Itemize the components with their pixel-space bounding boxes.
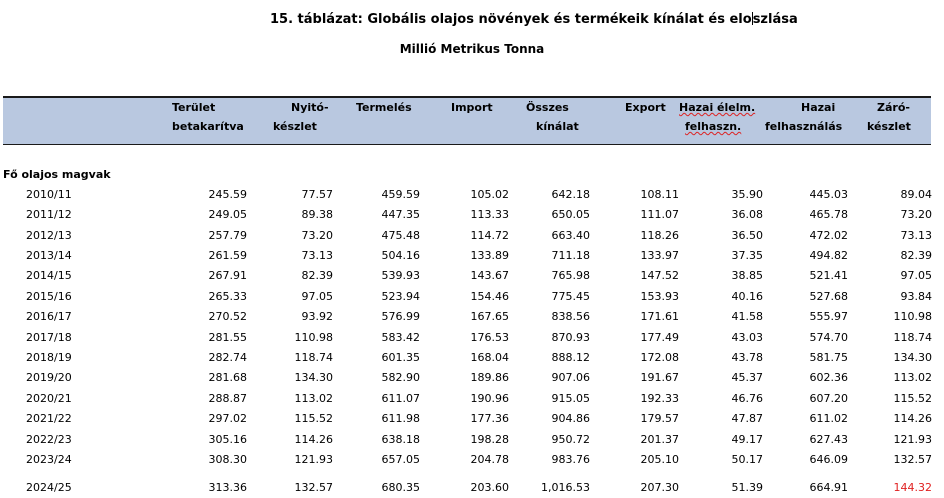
value-cell: 144.32: [893, 481, 932, 494]
value-cell: 494.82: [809, 249, 848, 262]
year-cell: 2020/21: [26, 392, 72, 405]
table-row: [0, 409, 944, 429]
value-cell: 950.72: [551, 433, 590, 446]
value-cell: 114.72: [470, 229, 509, 242]
table-row: [0, 246, 944, 266]
value-cell: 657.05: [381, 453, 420, 466]
table-row: [0, 430, 944, 450]
value-cell: 134.30: [893, 351, 932, 364]
value-cell: 249.05: [208, 208, 247, 221]
table-row: [0, 389, 944, 409]
value-cell: 41.58: [731, 310, 763, 323]
value-cell: 73.20: [301, 229, 333, 242]
value-cell: 576.99: [381, 310, 420, 323]
value-cell: 132.57: [294, 481, 333, 494]
value-cell: 475.48: [381, 229, 420, 242]
year-cell: 2019/20: [26, 371, 72, 384]
value-cell: 245.59: [208, 188, 247, 201]
table-row: [0, 226, 944, 246]
value-cell: 133.89: [470, 249, 509, 262]
value-cell: 77.57: [301, 188, 333, 201]
value-cell: 108.11: [640, 188, 679, 201]
value-cell: 204.78: [470, 453, 509, 466]
value-cell: 915.05: [551, 392, 590, 405]
year-cell: 2023/24: [26, 453, 72, 466]
value-cell: 527.68: [809, 290, 848, 303]
year-cell: 2010/11: [26, 188, 72, 201]
table-title: 15. táblázat: Globális olajos növények és termékeik kínálat és eloszlása: [270, 12, 798, 27]
value-cell: 447.35: [381, 208, 420, 221]
value-cell: 82.39: [900, 249, 932, 262]
value-cell: 765.98: [551, 269, 590, 282]
header-termeles: Termelés: [356, 101, 412, 114]
value-cell: 133.97: [640, 249, 679, 262]
value-cell: 50.17: [731, 453, 763, 466]
value-cell: 297.02: [208, 412, 247, 425]
value-cell: 627.43: [809, 433, 848, 446]
table-row: [0, 287, 944, 307]
value-cell: 121.93: [893, 433, 932, 446]
value-cell: 177.49: [640, 331, 679, 344]
value-cell: 539.93: [381, 269, 420, 282]
table-row: [0, 348, 944, 368]
value-cell: 261.59: [208, 249, 247, 262]
table-header: [3, 96, 931, 145]
value-cell: 35.90: [731, 188, 763, 201]
value-cell: 47.87: [731, 412, 763, 425]
value-cell: 445.03: [809, 188, 848, 201]
value-cell: 93.92: [301, 310, 333, 323]
value-cell: 177.36: [470, 412, 509, 425]
value-cell: 646.09: [809, 453, 848, 466]
value-cell: 305.16: [208, 433, 247, 446]
value-cell: 459.59: [381, 188, 420, 201]
value-cell: 888.12: [551, 351, 590, 364]
value-cell: 40.16: [731, 290, 763, 303]
value-cell: 113.02: [893, 371, 932, 384]
year-cell: 2013/14: [26, 249, 72, 262]
value-cell: 118.74: [893, 331, 932, 344]
year-cell: 2015/16: [26, 290, 72, 303]
table-row: [0, 185, 944, 205]
table-row: [0, 368, 944, 388]
value-cell: 288.87: [208, 392, 247, 405]
value-cell: 267.91: [208, 269, 247, 282]
value-cell: 190.96: [470, 392, 509, 405]
value-cell: 904.86: [551, 412, 590, 425]
header-hazai-elelm: Hazai élelm. felhaszn.: [679, 101, 756, 133]
value-cell: 114.26: [893, 412, 932, 425]
table-row: [0, 266, 944, 286]
table-row: [0, 307, 944, 327]
value-cell: 38.85: [731, 269, 763, 282]
value-cell: 37.35: [731, 249, 763, 262]
value-cell: 607.20: [809, 392, 848, 405]
header-hazai: Hazai felhasználás: [765, 101, 843, 133]
value-cell: 51.39: [731, 481, 763, 494]
value-cell: 111.07: [640, 208, 679, 221]
value-cell: 650.05: [551, 208, 590, 221]
year-cell: 2024/25: [26, 481, 72, 494]
value-cell: 105.02: [470, 188, 509, 201]
header-terulet: Terület betakarítva: [172, 101, 244, 133]
value-cell: 46.76: [731, 392, 763, 405]
value-cell: 113.02: [294, 392, 333, 405]
value-cell: 97.05: [301, 290, 333, 303]
value-cell: 115.52: [893, 392, 932, 405]
value-cell: 611.07: [381, 392, 420, 405]
year-cell: 2021/22: [26, 412, 72, 425]
value-cell: 574.70: [809, 331, 848, 344]
value-cell: 472.02: [809, 229, 848, 242]
year-cell: 2014/15: [26, 269, 72, 282]
value-cell: 143.67: [470, 269, 509, 282]
value-cell: 134.30: [294, 371, 333, 384]
year-cell: 2017/18: [26, 331, 72, 344]
value-cell: 201.37: [640, 433, 679, 446]
value-cell: 172.08: [640, 351, 679, 364]
year-cell: 2018/19: [26, 351, 72, 364]
header-osszes: Összes kínálat: [526, 101, 579, 133]
value-cell: 907.06: [551, 371, 590, 384]
year-cell: 2011/12: [26, 208, 72, 221]
value-cell: 601.35: [381, 351, 420, 364]
value-cell: 504.16: [381, 249, 420, 262]
table-row: [0, 205, 944, 225]
value-cell: 680.35: [381, 481, 420, 494]
value-cell: 203.60: [470, 481, 509, 494]
value-cell: 118.26: [640, 229, 679, 242]
value-cell: 114.26: [294, 433, 333, 446]
year-cell: 2012/13: [26, 229, 72, 242]
value-cell: 147.52: [640, 269, 679, 282]
value-cell: 638.18: [381, 433, 420, 446]
table-row: [0, 450, 944, 470]
header-nyito: Nyitó- készlet: [273, 101, 329, 133]
value-cell: 663.40: [551, 229, 590, 242]
header-export: Export: [625, 101, 666, 114]
value-cell: 313.36: [208, 481, 247, 494]
header-import: Import: [451, 101, 493, 114]
value-cell: 711.18: [551, 249, 590, 262]
value-cell: 73.13: [301, 249, 333, 262]
value-cell: 308.30: [208, 453, 247, 466]
value-cell: 110.98: [294, 331, 333, 344]
value-cell: 168.04: [470, 351, 509, 364]
table-row: [0, 478, 944, 498]
value-cell: 270.52: [208, 310, 247, 323]
value-cell: 611.98: [381, 412, 420, 425]
value-cell: 167.65: [470, 310, 509, 323]
value-cell: 115.52: [294, 412, 333, 425]
year-cell: 2022/23: [26, 433, 72, 446]
value-cell: 555.97: [809, 310, 848, 323]
value-cell: 82.39: [301, 269, 333, 282]
value-cell: 521.41: [809, 269, 848, 282]
value-cell: 110.98: [893, 310, 932, 323]
value-cell: 49.17: [731, 433, 763, 446]
value-cell: 36.08: [731, 208, 763, 221]
value-cell: 113.33: [470, 208, 509, 221]
value-cell: 664.91: [809, 481, 848, 494]
value-cell: 523.94: [381, 290, 420, 303]
value-cell: 282.74: [208, 351, 247, 364]
value-cell: 642.18: [551, 188, 590, 201]
value-cell: 611.02: [809, 412, 848, 425]
value-cell: 36.50: [731, 229, 763, 242]
value-cell: 118.74: [294, 351, 333, 364]
value-cell: 189.86: [470, 371, 509, 384]
value-cell: 257.79: [208, 229, 247, 242]
value-cell: 1,016.53: [541, 481, 590, 494]
value-cell: 121.93: [294, 453, 333, 466]
header-zaro: Záró- készlet: [867, 101, 911, 133]
value-cell: 171.61: [640, 310, 679, 323]
value-cell: 207.30: [640, 481, 679, 494]
value-cell: 73.13: [900, 229, 932, 242]
value-cell: 983.76: [551, 453, 590, 466]
value-cell: 198.28: [470, 433, 509, 446]
value-cell: 43.78: [731, 351, 763, 364]
section-label: Fő olajos magvak: [3, 168, 111, 181]
value-cell: 89.38: [301, 208, 333, 221]
value-cell: 43.03: [731, 331, 763, 344]
value-cell: 176.53: [470, 331, 509, 344]
value-cell: 281.55: [208, 331, 247, 344]
value-cell: 465.78: [809, 208, 848, 221]
value-cell: 89.04: [900, 188, 932, 201]
value-cell: 132.57: [893, 453, 932, 466]
table-row: [0, 328, 944, 348]
value-cell: 73.20: [900, 208, 932, 221]
year-cell: 2016/17: [26, 310, 72, 323]
value-cell: 191.67: [640, 371, 679, 384]
value-cell: 582.90: [381, 371, 420, 384]
value-cell: 581.75: [809, 351, 848, 364]
value-cell: 154.46: [470, 290, 509, 303]
value-cell: 45.37: [731, 371, 763, 384]
value-cell: 205.10: [640, 453, 679, 466]
value-cell: 97.05: [900, 269, 932, 282]
value-cell: 179.57: [640, 412, 679, 425]
table-subtitle: Millió Metrikus Tonna: [399, 42, 545, 56]
value-cell: 775.45: [551, 290, 590, 303]
value-cell: 281.68: [208, 371, 247, 384]
value-cell: 602.36: [809, 371, 848, 384]
value-cell: 153.93: [640, 290, 679, 303]
value-cell: 93.84: [900, 290, 932, 303]
value-cell: 870.93: [551, 331, 590, 344]
value-cell: 192.33: [640, 392, 679, 405]
value-cell: 583.42: [381, 331, 420, 344]
value-cell: 265.33: [208, 290, 247, 303]
value-cell: 838.56: [551, 310, 590, 323]
